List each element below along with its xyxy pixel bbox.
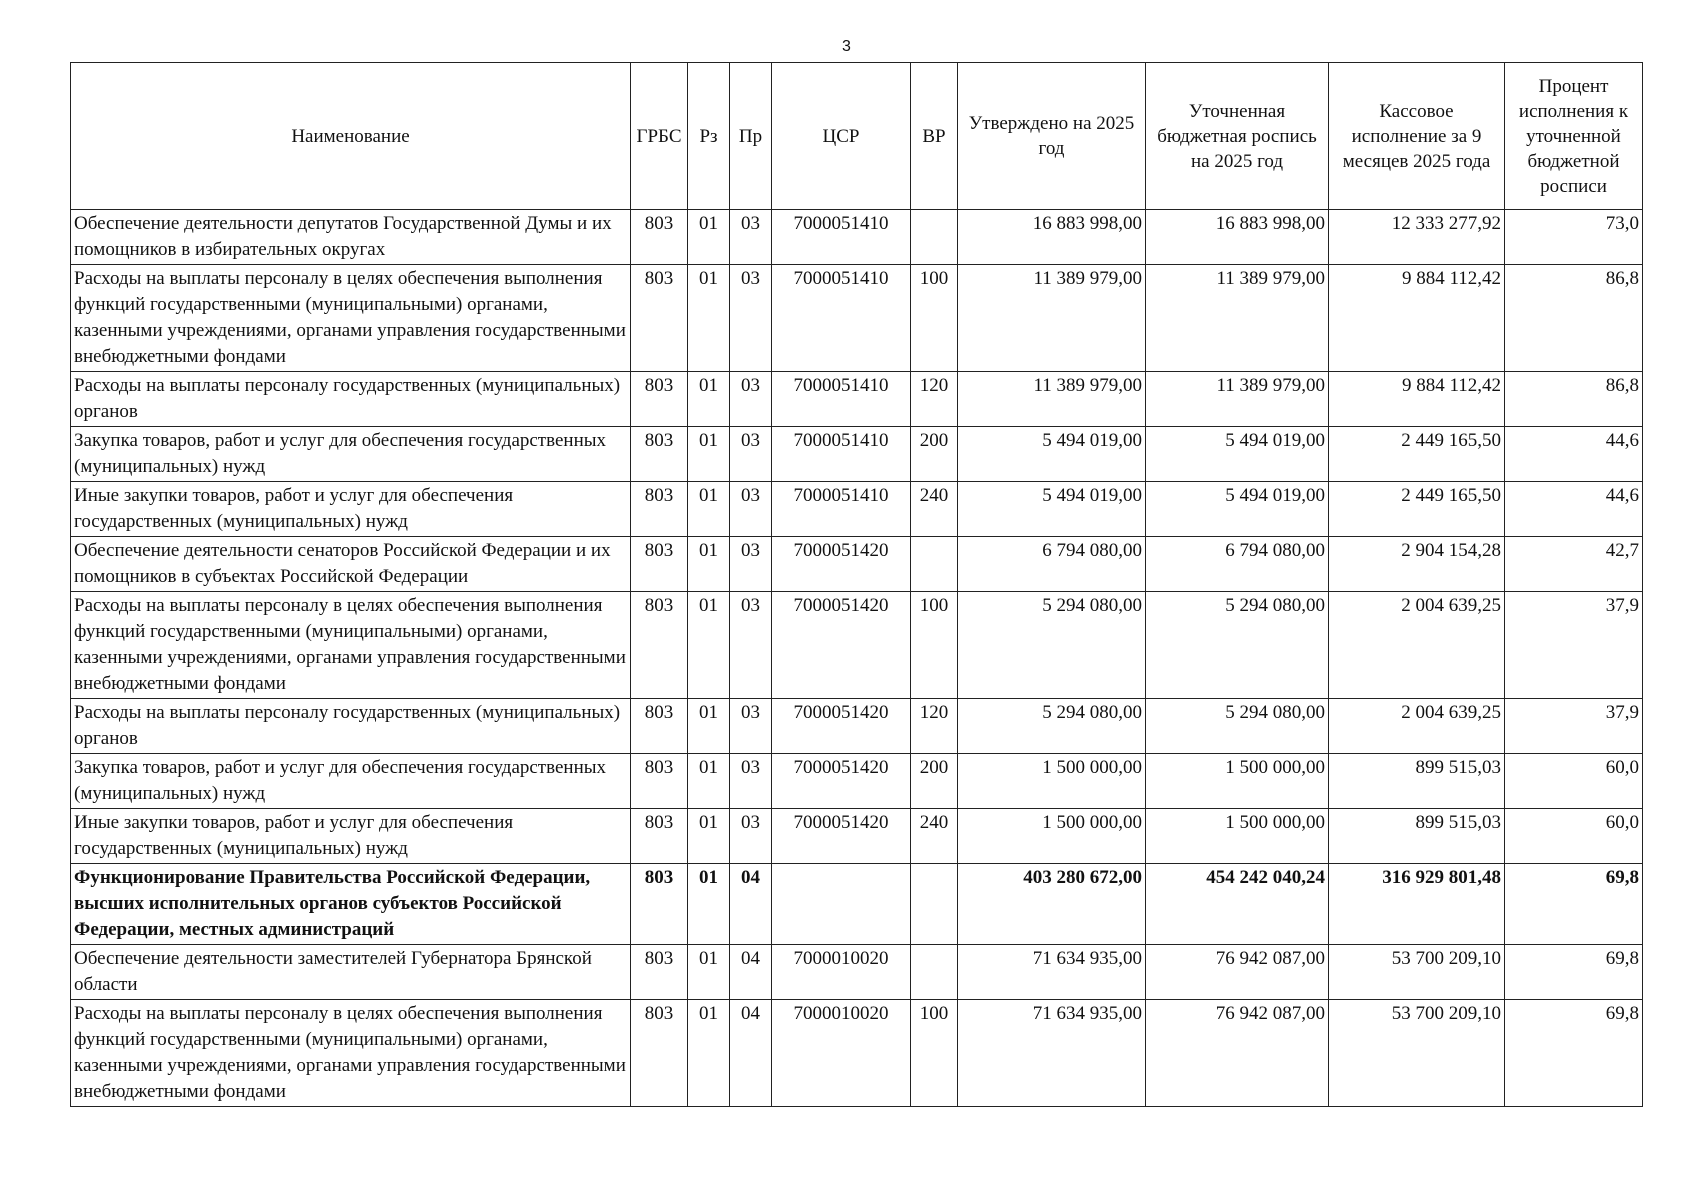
row-rz-cell: 01 bbox=[688, 427, 730, 482]
row-pr-cell: 03 bbox=[730, 482, 772, 537]
row-vr-cell: 120 bbox=[911, 372, 958, 427]
row-vr-cell: 100 bbox=[911, 265, 958, 372]
row-rz-cell: 01 bbox=[688, 809, 730, 864]
row-csr-cell: 7000051410 bbox=[772, 265, 911, 372]
row-rz-cell: 01 bbox=[688, 754, 730, 809]
row-csr-cell: 7000051420 bbox=[772, 592, 911, 699]
header-vr: ВР bbox=[911, 63, 958, 210]
table-row bbox=[71, 537, 1643, 592]
table-row bbox=[71, 754, 1643, 809]
row-vr-cell bbox=[911, 864, 958, 945]
row-refined-cell: 11 389 979,00 bbox=[1146, 372, 1329, 427]
row-pr-cell: 03 bbox=[730, 265, 772, 372]
row-pr-cell: 03 bbox=[730, 754, 772, 809]
row-approved-cell: 6 794 080,00 bbox=[958, 537, 1146, 592]
row-cash-cell: 53 700 209,10 bbox=[1329, 945, 1505, 1000]
row-percent-cell: 60,0 bbox=[1505, 809, 1643, 864]
row-csr-cell: 7000010020 bbox=[772, 945, 911, 1000]
row-vr-cell: 100 bbox=[911, 592, 958, 699]
row-refined-cell: 5 494 019,00 bbox=[1146, 427, 1329, 482]
row-refined-cell: 76 942 087,00 bbox=[1146, 945, 1329, 1000]
row-csr-cell: 7000051410 bbox=[772, 372, 911, 427]
table-row bbox=[71, 427, 1643, 482]
row-approved-cell: 71 634 935,00 bbox=[958, 1000, 1146, 1107]
row-name-cell: Обеспечение деятельности сенаторов Российской Федерации и их помощников в субъектах Российской Федерации bbox=[71, 537, 631, 592]
row-grbs-cell: 803 bbox=[631, 372, 688, 427]
row-percent-cell: 37,9 bbox=[1505, 592, 1643, 699]
row-approved-cell: 5 294 080,00 bbox=[958, 699, 1146, 754]
row-approved-cell: 1 500 000,00 bbox=[958, 754, 1146, 809]
row-grbs-cell: 803 bbox=[631, 537, 688, 592]
row-refined-cell: 16 883 998,00 bbox=[1146, 210, 1329, 265]
row-csr-cell: 7000051420 bbox=[772, 699, 911, 754]
row-grbs-cell: 803 bbox=[631, 265, 688, 372]
row-vr-cell: 120 bbox=[911, 699, 958, 754]
row-pr-cell: 03 bbox=[730, 427, 772, 482]
row-csr-cell: 7000051420 bbox=[772, 537, 911, 592]
row-rz-cell: 01 bbox=[688, 1000, 730, 1107]
row-pr-cell: 03 bbox=[730, 699, 772, 754]
row-cash-cell: 2 004 639,25 bbox=[1329, 592, 1505, 699]
row-name-cell: Расходы на выплаты персоналу в целях обеспечения выполнения функций государственными (муниципальными) органами, казенными учреждениями, органами управления государственными внебюджетными фондами bbox=[71, 1000, 631, 1107]
header-cash: Кассовое исполнение за 9 месяцев 2025 года bbox=[1329, 63, 1505, 210]
row-percent-cell: 69,8 bbox=[1505, 945, 1643, 1000]
row-rz-cell: 01 bbox=[688, 372, 730, 427]
row-name-cell: Иные закупки товаров, работ и услуг для обеспечения государственных (муниципальных) нужд bbox=[71, 482, 631, 537]
row-csr-cell: 7000051420 bbox=[772, 754, 911, 809]
row-name-cell: Обеспечение деятельности депутатов Государственной Думы и их помощников в избирательных округах bbox=[71, 210, 631, 265]
row-refined-cell: 11 389 979,00 bbox=[1146, 265, 1329, 372]
table-row bbox=[71, 372, 1643, 427]
row-pr-cell: 03 bbox=[730, 372, 772, 427]
row-pr-cell: 03 bbox=[730, 210, 772, 265]
row-refined-cell: 1 500 000,00 bbox=[1146, 809, 1329, 864]
row-cash-cell: 2 449 165,50 bbox=[1329, 427, 1505, 482]
row-csr-cell: 7000051410 bbox=[772, 210, 911, 265]
row-pr-cell: 04 bbox=[730, 945, 772, 1000]
table-row bbox=[71, 210, 1643, 265]
row-grbs-cell: 803 bbox=[631, 699, 688, 754]
row-pr-cell: 03 bbox=[730, 809, 772, 864]
row-approved-cell: 403 280 672,00 bbox=[958, 864, 1146, 945]
row-cash-cell: 53 700 209,10 bbox=[1329, 1000, 1505, 1107]
row-rz-cell: 01 bbox=[688, 265, 730, 372]
row-refined-cell: 6 794 080,00 bbox=[1146, 537, 1329, 592]
table-row bbox=[71, 1000, 1643, 1107]
table-row bbox=[71, 482, 1643, 537]
row-cash-cell: 316 929 801,48 bbox=[1329, 864, 1505, 945]
row-refined-cell: 5 294 080,00 bbox=[1146, 699, 1329, 754]
header-grbs: ГРБС bbox=[631, 63, 688, 210]
row-grbs-cell: 803 bbox=[631, 754, 688, 809]
row-approved-cell: 5 294 080,00 bbox=[958, 592, 1146, 699]
row-percent-cell: 60,0 bbox=[1505, 754, 1643, 809]
row-csr-cell: 7000010020 bbox=[772, 1000, 911, 1107]
row-pr-cell: 04 bbox=[730, 1000, 772, 1107]
row-vr-cell: 240 bbox=[911, 482, 958, 537]
row-percent-cell: 44,6 bbox=[1505, 427, 1643, 482]
row-refined-cell: 5 294 080,00 bbox=[1146, 592, 1329, 699]
row-percent-cell: 69,8 bbox=[1505, 864, 1643, 945]
table-header-row bbox=[71, 63, 1643, 210]
row-vr-cell: 200 bbox=[911, 427, 958, 482]
row-cash-cell: 9 884 112,42 bbox=[1329, 265, 1505, 372]
row-vr-cell: 240 bbox=[911, 809, 958, 864]
row-cash-cell: 899 515,03 bbox=[1329, 754, 1505, 809]
row-approved-cell: 11 389 979,00 bbox=[958, 265, 1146, 372]
row-approved-cell: 5 494 019,00 bbox=[958, 427, 1146, 482]
table-row bbox=[71, 592, 1643, 699]
header-pr: Пр bbox=[730, 63, 772, 210]
row-percent-cell: 44,6 bbox=[1505, 482, 1643, 537]
row-vr-cell: 100 bbox=[911, 1000, 958, 1107]
row-percent-cell: 37,9 bbox=[1505, 699, 1643, 754]
row-cash-cell: 2 904 154,28 bbox=[1329, 537, 1505, 592]
row-name-cell: Расходы на выплаты персоналу в целях обеспечения выполнения функций государственными (муниципальными) органами, казенными учреждениями, органами управления государственными внебюджетными фондами bbox=[71, 265, 631, 372]
row-csr-cell: 7000051410 bbox=[772, 482, 911, 537]
row-rz-cell: 01 bbox=[688, 482, 730, 537]
row-percent-cell: 42,7 bbox=[1505, 537, 1643, 592]
row-grbs-cell: 803 bbox=[631, 945, 688, 1000]
row-percent-cell: 69,8 bbox=[1505, 1000, 1643, 1107]
row-rz-cell: 01 bbox=[688, 537, 730, 592]
row-approved-cell: 16 883 998,00 bbox=[958, 210, 1146, 265]
row-grbs-cell: 803 bbox=[631, 427, 688, 482]
table-row bbox=[71, 945, 1643, 1000]
row-name-cell: Расходы на выплаты персоналу государственных (муниципальных) органов bbox=[71, 372, 631, 427]
row-rz-cell: 01 bbox=[688, 945, 730, 1000]
header-rz: Рз bbox=[688, 63, 730, 210]
row-refined-cell: 454 242 040,24 bbox=[1146, 864, 1329, 945]
row-approved-cell: 5 494 019,00 bbox=[958, 482, 1146, 537]
row-refined-cell: 76 942 087,00 bbox=[1146, 1000, 1329, 1107]
row-csr-cell: 7000051420 bbox=[772, 809, 911, 864]
row-csr-cell: 7000051410 bbox=[772, 427, 911, 482]
header-percent: Процент исполнения к уточненной бюджетной росписи bbox=[1505, 63, 1643, 210]
table-row bbox=[71, 699, 1643, 754]
row-name-cell: Иные закупки товаров, работ и услуг для обеспечения государственных (муниципальных) нужд bbox=[71, 809, 631, 864]
row-cash-cell: 2 449 165,50 bbox=[1329, 482, 1505, 537]
row-grbs-cell: 803 bbox=[631, 592, 688, 699]
header-name: Наименование bbox=[71, 63, 631, 210]
row-cash-cell: 899 515,03 bbox=[1329, 809, 1505, 864]
row-vr-cell bbox=[911, 537, 958, 592]
row-name-cell: Обеспечение деятельности заместителей Губернатора Брянской области bbox=[71, 945, 631, 1000]
row-grbs-cell: 803 bbox=[631, 1000, 688, 1107]
row-cash-cell: 12 333 277,92 bbox=[1329, 210, 1505, 265]
row-rz-cell: 01 bbox=[688, 864, 730, 945]
row-grbs-cell: 803 bbox=[631, 482, 688, 537]
row-rz-cell: 01 bbox=[688, 592, 730, 699]
table-row bbox=[71, 809, 1643, 864]
header-csr: ЦСР bbox=[772, 63, 911, 210]
row-percent-cell: 73,0 bbox=[1505, 210, 1643, 265]
header-refined: Уточненная бюджетная роспись на 2025 год bbox=[1146, 63, 1329, 210]
row-vr-cell bbox=[911, 210, 958, 265]
row-cash-cell: 2 004 639,25 bbox=[1329, 699, 1505, 754]
row-percent-cell: 86,8 bbox=[1505, 265, 1643, 372]
row-refined-cell: 1 500 000,00 bbox=[1146, 754, 1329, 809]
row-grbs-cell: 803 bbox=[631, 210, 688, 265]
row-rz-cell: 01 bbox=[688, 699, 730, 754]
row-grbs-cell: 803 bbox=[631, 864, 688, 945]
row-percent-cell: 86,8 bbox=[1505, 372, 1643, 427]
row-pr-cell: 04 bbox=[730, 864, 772, 945]
row-vr-cell: 200 bbox=[911, 754, 958, 809]
row-pr-cell: 03 bbox=[730, 592, 772, 699]
row-approved-cell: 71 634 935,00 bbox=[958, 945, 1146, 1000]
table-row bbox=[71, 265, 1643, 372]
row-approved-cell: 1 500 000,00 bbox=[958, 809, 1146, 864]
row-name-cell: Функционирование Правительства Российской Федерации, высших исполнительных органов субъектов Российской Федерации, местных администраций bbox=[71, 864, 631, 945]
row-approved-cell: 11 389 979,00 bbox=[958, 372, 1146, 427]
row-rz-cell: 01 bbox=[688, 210, 730, 265]
row-csr-cell bbox=[772, 864, 911, 945]
row-refined-cell: 5 494 019,00 bbox=[1146, 482, 1329, 537]
row-name-cell: Закупка товаров, работ и услуг для обеспечения государственных (муниципальных) нужд bbox=[71, 754, 631, 809]
page-number: 3 bbox=[842, 38, 851, 55]
row-name-cell: Расходы на выплаты персоналу государственных (муниципальных) органов bbox=[71, 699, 631, 754]
row-grbs-cell: 803 bbox=[631, 809, 688, 864]
row-vr-cell bbox=[911, 945, 958, 1000]
row-pr-cell: 03 bbox=[730, 537, 772, 592]
budget-execution-table bbox=[70, 62, 1643, 1107]
header-approved: Утверждено на 2025 год bbox=[958, 63, 1146, 210]
row-cash-cell: 9 884 112,42 bbox=[1329, 372, 1505, 427]
table-row bbox=[71, 864, 1643, 945]
row-name-cell: Расходы на выплаты персоналу в целях обеспечения выполнения функций государственными (муниципальными) органами, казенными учреждениями, органами управления государственными внебюджетными фондами bbox=[71, 592, 631, 699]
row-name-cell: Закупка товаров, работ и услуг для обеспечения государственных (муниципальных) нужд bbox=[71, 427, 631, 482]
